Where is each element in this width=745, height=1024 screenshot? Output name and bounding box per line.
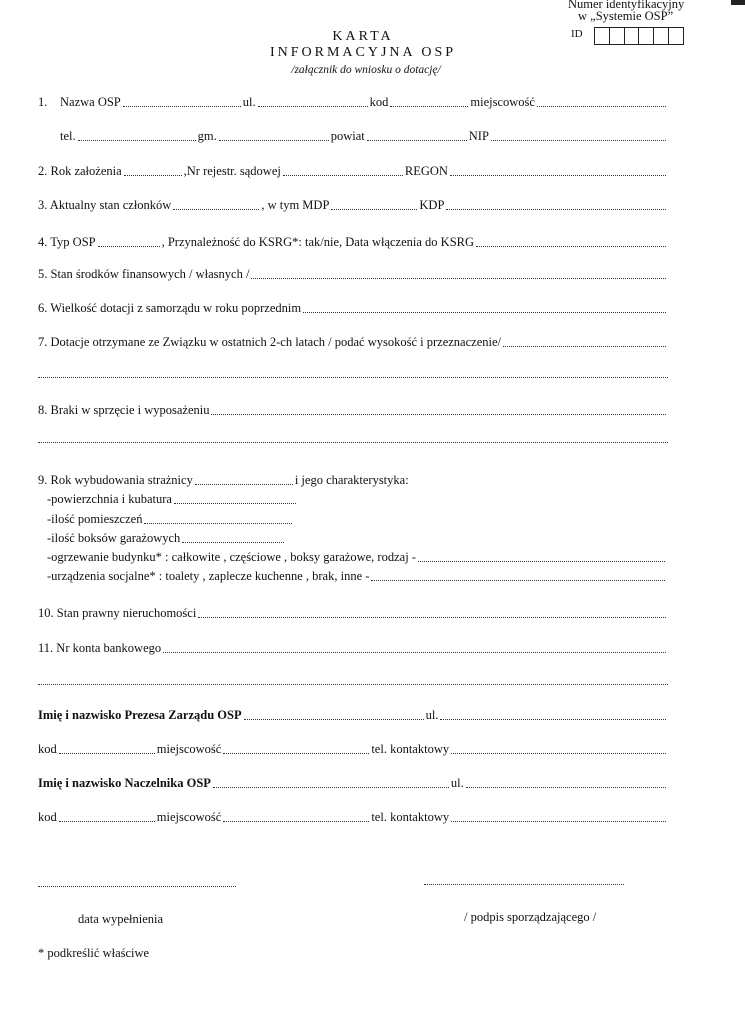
- label-ogrzewanie: -ogrzewanie budynku* : całkowite , częściowe , boksy garażowe, rodzaj -: [47, 550, 416, 564]
- label-naczelnik: Imię i nazwisko Naczelnika OSP: [38, 776, 211, 790]
- field-czlonkowie-row[interactable]: [38, 197, 668, 213]
- label-tel: tel.: [60, 129, 76, 143]
- label-tel-kontaktowy: tel. kontaktowy: [371, 810, 450, 824]
- label-nr-rejestru: ,Nr rejestr. sądowej: [183, 164, 281, 178]
- label-powierzchnia: -powierzchnia i kubatura: [47, 492, 172, 506]
- id-prefix: ID: [571, 28, 583, 40]
- label-date: data wypełnienia: [78, 912, 164, 926]
- field-dotacja-samorzad-row[interactable]: [38, 300, 668, 316]
- field-dotacje-zwiazek-row[interactable]: [38, 334, 668, 350]
- id-label-line2: w „Systemie OSP”: [578, 9, 674, 23]
- title-line1: KARTA: [332, 29, 394, 44]
- signature-line[interactable]: [424, 884, 624, 885]
- label-prezes: Imię i nazwisko Prezesa Zarządu OSP: [38, 708, 242, 722]
- field-straznica-row[interactable]: [38, 472, 538, 488]
- label-kdp: KDP: [419, 198, 445, 212]
- label-ul: ul.: [450, 776, 464, 790]
- label-kod: kod: [369, 95, 389, 109]
- field-nazwa-row[interactable]: [38, 94, 668, 110]
- label-kod: kod: [38, 810, 57, 824]
- field-naczelnik-adres-row[interactable]: [38, 809, 668, 825]
- label-kod: kod: [38, 742, 57, 756]
- field-braki-row[interactable]: [38, 402, 668, 418]
- field-powierzchnia-row[interactable]: [47, 491, 298, 507]
- field-srodki-row[interactable]: [38, 266, 668, 282]
- corner-mark: [731, 0, 745, 5]
- label-socjalne: -urządzenia socjalne* : toalety , zaplecze kuchenne , brak, inne -: [47, 569, 370, 583]
- field-stan-prawny-row[interactable]: [38, 605, 668, 621]
- label-powiat: powiat: [330, 129, 365, 143]
- label-boksy: -ilość boksów garażowych: [47, 531, 181, 545]
- field-prezes-row[interactable]: [38, 707, 668, 723]
- field-konto-row[interactable]: [38, 640, 668, 656]
- blank-line[interactable]: [38, 684, 668, 685]
- label-dotacje-zwiazek: 7. Dotacje otrzymane ze Związku w ostatnich 2-ch latach / podać wysokość i przeznaczenie/: [38, 335, 501, 349]
- label-stan-prawny: 10. Stan prawny nieruchomości: [38, 606, 197, 620]
- field-prezes-adres-row[interactable]: [38, 741, 668, 757]
- label-mdp: , w tym MDP: [261, 198, 330, 212]
- label-dotacja-samorzad: 6. Wielkość dotacji z samorządu w roku poprzednim: [38, 301, 302, 315]
- field-number: 1.: [38, 95, 48, 109]
- subtitle: /załącznik do wniosku o dotację/: [291, 64, 441, 76]
- footnote: * podkreślić właściwe: [38, 946, 150, 960]
- label-regon: REGON: [404, 164, 448, 178]
- label-miejscowosc: miejscowość: [470, 95, 535, 109]
- label-gm: gm.: [197, 129, 217, 143]
- label-stan-czlonkow: 3. Aktualny stan członków: [38, 198, 172, 212]
- field-ogrzewanie-row[interactable]: [47, 549, 667, 565]
- label-ksrg: , Przynależność do KSRG*: tak/nie, Data włączenia do KSRG: [161, 235, 475, 249]
- label-charakterystyka: i jego charakterystyka:: [294, 473, 409, 487]
- date-line[interactable]: [38, 886, 236, 887]
- label-signature: / podpis sporządzającego /: [464, 910, 597, 924]
- label-tel-kontaktowy: tel. kontaktowy: [371, 742, 450, 756]
- label-nip: NIP: [468, 129, 489, 143]
- label-rok-zalozenia: 2. Rok założenia: [38, 164, 122, 178]
- field-naczelnik-row[interactable]: [38, 775, 668, 791]
- label-nazwa: Nazwa OSP: [60, 95, 121, 109]
- field-boksy-row[interactable]: [47, 530, 286, 546]
- label-pomieszczenia: -ilość pomieszczeń: [47, 512, 143, 526]
- label-konto: 11. Nr konta bankowego: [38, 641, 162, 655]
- blank-line[interactable]: [38, 442, 668, 443]
- label-srodki: 5. Stan środków finansowych / własnych /: [38, 267, 250, 281]
- label-miejscowosc: miejscowość: [156, 810, 222, 824]
- label-typ-osp: 4. Typ OSP: [38, 235, 96, 249]
- field-typ-row[interactable]: [38, 234, 668, 250]
- label-miejscowosc: miejscowość: [156, 742, 222, 756]
- id-label-line1: Numer identyfikacyjny: [568, 0, 685, 11]
- label-rok-straznicy: 9. Rok wybudowania strażnicy: [38, 473, 193, 487]
- label-ul: ul.: [425, 708, 439, 722]
- blank-line[interactable]: [38, 377, 668, 378]
- field-rok-row[interactable]: [38, 163, 668, 179]
- label-ul: ul.: [242, 95, 256, 109]
- label-braki: 8. Braki w sprzęcie i wyposażeniu: [38, 403, 210, 417]
- field-tel-row[interactable]: [60, 128, 668, 144]
- field-pomieszczenia-row[interactable]: [47, 511, 294, 527]
- title-line2: INFORMACYJNA OSP: [269, 45, 457, 60]
- field-socjalne-row[interactable]: [47, 568, 667, 584]
